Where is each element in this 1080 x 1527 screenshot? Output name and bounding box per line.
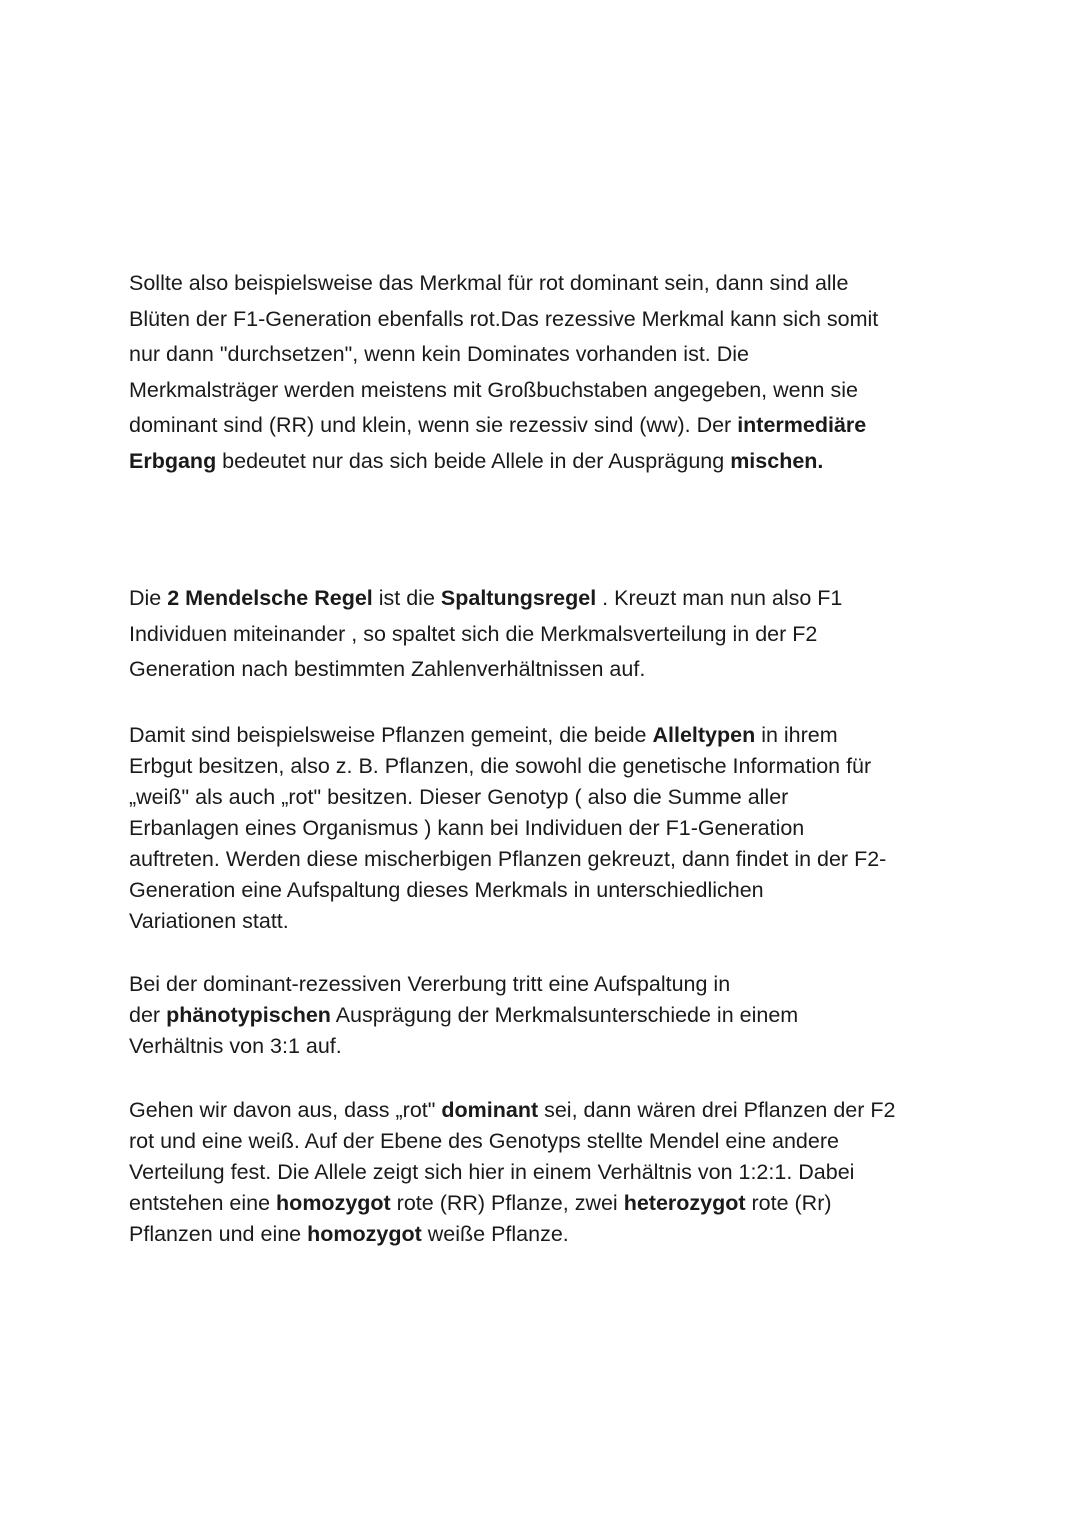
bold-term: Erbgang xyxy=(129,448,217,473)
text-line xyxy=(129,782,959,813)
text-run: der xyxy=(129,1003,167,1027)
text-run: Pflanzen und eine xyxy=(129,1222,308,1246)
text-line xyxy=(129,1000,959,1031)
text-run: Sollte also beispielsweise das Merkmal für rot dominant sein, dann sind alle xyxy=(129,271,849,295)
text-run: sei, dann wären drei Pflanzen der F2 xyxy=(538,1098,896,1122)
text-line xyxy=(129,906,959,937)
text-run: Verteilung fest. Die Allele zeigt sich hier in einem Verhältnis von 1:2:1. Dabei xyxy=(129,1160,855,1184)
text-line xyxy=(129,813,959,844)
text-run: . Kreuzt man nun also F1 xyxy=(596,586,843,610)
text-line xyxy=(129,617,959,653)
text-run: ist die xyxy=(372,586,441,610)
bold-term: homozygot xyxy=(276,1191,391,1215)
text-run: Damit sind beispielsweise Pflanzen gemeint, die beide xyxy=(129,723,653,747)
paragraph-alleltypen xyxy=(129,720,959,937)
text-run: bedeutet nur das sich beide Allele in der Ausprägung xyxy=(216,448,731,473)
text-line xyxy=(129,720,959,751)
text-run: rot und eine weiß. Auf der Ebene des Genotyps stellte Mendel eine andere xyxy=(129,1129,839,1153)
bold-term: heterozygot xyxy=(623,1191,746,1215)
text-run: Ausprägung der Merkmalsunterschiede in einem xyxy=(330,1003,799,1027)
text-line xyxy=(129,1219,959,1250)
text-line xyxy=(129,751,959,782)
bold-term: Alleltypen xyxy=(652,723,756,747)
text-run: dominant sind (RR) und klein, wenn sie rezessiv sind (ww). Der xyxy=(129,413,738,438)
paragraph-spaltungsregel xyxy=(129,581,959,688)
text-run: Erbgut besitzen, also z. B. Pflanzen, die sowohl die genetische Information für xyxy=(129,754,872,778)
text-line xyxy=(129,1126,959,1157)
text-run: Verhältnis von 3:1 auf. xyxy=(129,1034,342,1058)
bold-term: mischen. xyxy=(730,448,824,473)
text-run: Gehen wir davon aus, dass „rot" xyxy=(129,1098,442,1122)
text-line xyxy=(129,266,959,302)
text-run: nur dann "durchsetzen", wenn kein Dominates vorhanden ist. Die xyxy=(129,342,750,367)
bold-term: intermediäre xyxy=(737,413,867,438)
text-run: rote (RR) Pflanze, zwei xyxy=(390,1191,624,1215)
bold-term: phänotypischen xyxy=(166,1003,331,1027)
text-line xyxy=(129,1157,959,1188)
text-run: Bei der dominant-rezessiven Vererbung tritt eine Aufspaltung in xyxy=(129,972,731,996)
text-run: entstehen eine xyxy=(129,1191,277,1215)
text-run: Merkmalsträger werden meistens mit Großbuchstaben angegeben, wenn sie xyxy=(129,377,858,402)
paragraph-genotyp-ratio xyxy=(129,1095,959,1250)
text-run: rote (Rr) xyxy=(745,1191,832,1215)
text-run: auftreten. Werden diese mischerbigen Pflanzen gekreuzt, dann findet in der F2- xyxy=(129,847,887,871)
text-line xyxy=(129,844,959,875)
text-run: Erbanlagen eines Organismus ) kann bei Individuen der F1-Generation xyxy=(129,816,805,840)
text-line xyxy=(129,1031,959,1062)
bold-term: 2 Mendelsche Regel xyxy=(167,586,373,610)
text-line xyxy=(129,1188,959,1219)
bold-term: Spaltungsregel xyxy=(440,586,597,610)
text-run: Individuen miteinander , so spaltet sich die Merkmalsverteilung in der F2 xyxy=(129,621,818,646)
paragraph-phaenotyp-ratio xyxy=(129,969,959,1062)
text-line xyxy=(129,581,959,617)
text-line xyxy=(129,408,959,444)
text-line xyxy=(129,875,959,906)
text-line xyxy=(129,337,959,373)
text-line xyxy=(129,1095,959,1126)
text-line xyxy=(129,444,959,480)
text-line xyxy=(129,652,959,688)
text-run: Generation nach bestimmten Zahlenverhältnissen auf. xyxy=(129,657,646,682)
text-run: weiße Pflanze. xyxy=(421,1222,569,1246)
text-line xyxy=(129,302,959,338)
bold-term: homozygot xyxy=(307,1222,422,1246)
bold-term: dominant xyxy=(441,1098,539,1122)
text-run: „weiß" als auch „rot" besitzen. Dieser Genotyp ( also die Summe aller xyxy=(129,785,789,809)
text-run: Variationen statt. xyxy=(129,909,289,933)
text-run: Generation eine Aufspaltung dieses Merkmals in unterschiedlichen xyxy=(129,878,764,902)
text-line xyxy=(129,373,959,409)
paragraph-dominance xyxy=(129,266,959,480)
text-run: Die xyxy=(129,586,168,610)
text-line xyxy=(129,969,959,1000)
text-run: Blüten der F1-Generation ebenfalls rot.Das rezessive Merkmal kann sich somit xyxy=(129,306,879,331)
text-run: in ihrem xyxy=(755,723,838,747)
